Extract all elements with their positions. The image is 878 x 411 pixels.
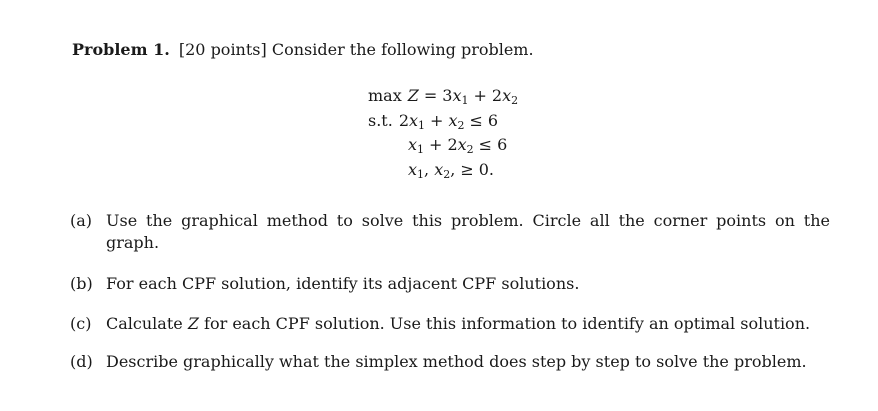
part-c [70, 313, 830, 335]
part-d [70, 351, 830, 373]
problem-title: Problem 1. [72, 40, 170, 59]
objective-coef-2: 2 [491, 86, 503, 105]
part-b-text: For each CPF solution, identify its adjacent CPF solutions. [106, 274, 580, 293]
objective-coef-1: 3 [442, 86, 453, 105]
part-a-label: (a) [70, 211, 93, 230]
constraint1-rhs: 6 [487, 110, 499, 130]
part-d-text: Describe graphically what the simplex method does step by step to solve the problem. [106, 352, 807, 371]
part-a-text: Use the graphical method to solve this problem. Circle all the corner points on the graph. [106, 211, 830, 252]
max-keyword: max [368, 86, 402, 105]
part-c-text-before: Calculate [106, 314, 183, 333]
linear-program [368, 84, 518, 182]
constraint1-coef-1: 2 [398, 110, 409, 130]
equals-sign: = [423, 86, 438, 105]
problem-header [72, 40, 534, 59]
nonnegativity-rhs: 0. [478, 159, 494, 179]
objective-row: $\max Z = 3x_1 + 2x_2$ [368, 86, 519, 107]
constraint2-coef-2: 2 [447, 135, 458, 154]
objective-variable: Z [407, 86, 419, 105]
part-a [70, 210, 830, 254]
part-c-text-after: for each CPF solution. Use this information to identify an optimal solution. [204, 314, 811, 333]
part-b [70, 273, 830, 295]
constraint-row-1: s.t. $2x_1 + x_2 \le 6$ [368, 110, 499, 132]
subject-to-keyword: s.t. [368, 110, 393, 130]
constraint-row-2: $x_1 + 2x_2 \le 6$ [408, 135, 508, 156]
part-b-label: (b) [70, 274, 93, 293]
part-d-label: (d) [70, 352, 93, 371]
constraint2-rhs: 6 [497, 135, 508, 154]
part-c-variable: Z [187, 314, 199, 333]
problem-intro: Consider the following problem. [271, 40, 534, 59]
problem-points: [20 points] [178, 40, 267, 59]
nonnegativity-row: $x_1$, $x_2$, ≥ 0. [408, 159, 494, 181]
part-c-label: (c) [70, 314, 92, 333]
